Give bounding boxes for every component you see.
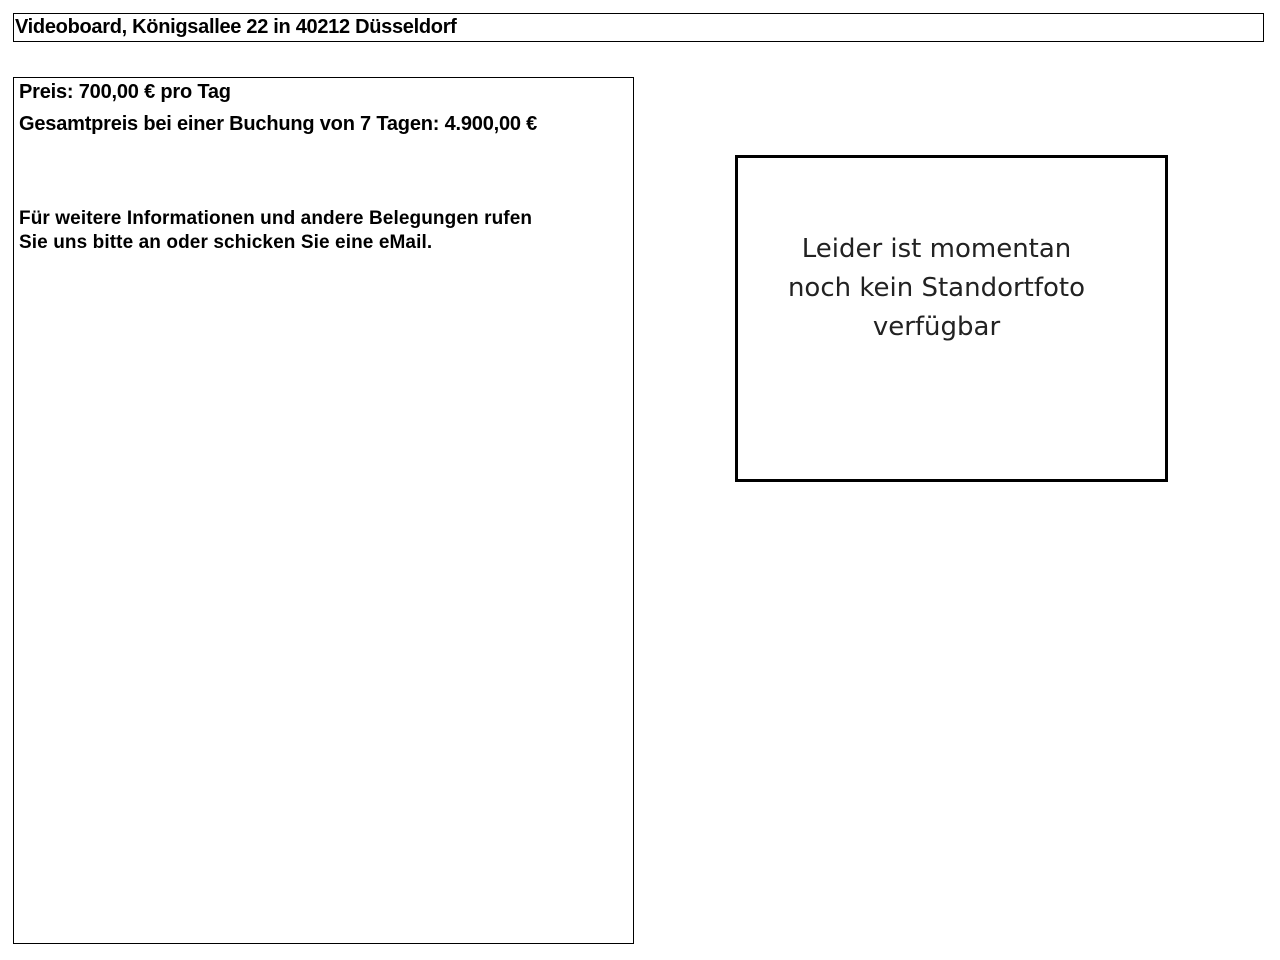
price-per-day: Preis: 700,00 € pro Tag	[19, 81, 231, 103]
photo-placeholder-text	[738, 230, 1165, 347]
info-panel	[13, 77, 634, 944]
contact-info	[19, 207, 619, 255]
photo-placeholder-line-1: Leider ist momentan	[801, 234, 1072, 264]
photo-placeholder-line-3: verfügbar	[872, 312, 1001, 342]
total-price: Gesamtpreis bei einer Buchung von 7 Tagen: 4.900,00 €	[19, 113, 538, 135]
contact-info-line-2: Sie uns bitte an oder schicken Sie eine eMail.	[19, 232, 433, 253]
location-title	[13, 13, 1264, 42]
contact-info-line-1: Für weitere Informationen und andere Belegungen rufen	[19, 208, 533, 229]
location-title-text: Videoboard, Königsallee 22 in 40212 Düsseldorf	[15, 16, 457, 38]
location-photo-placeholder	[735, 155, 1168, 482]
photo-placeholder-line-2: noch kein Standortfoto	[787, 273, 1086, 303]
